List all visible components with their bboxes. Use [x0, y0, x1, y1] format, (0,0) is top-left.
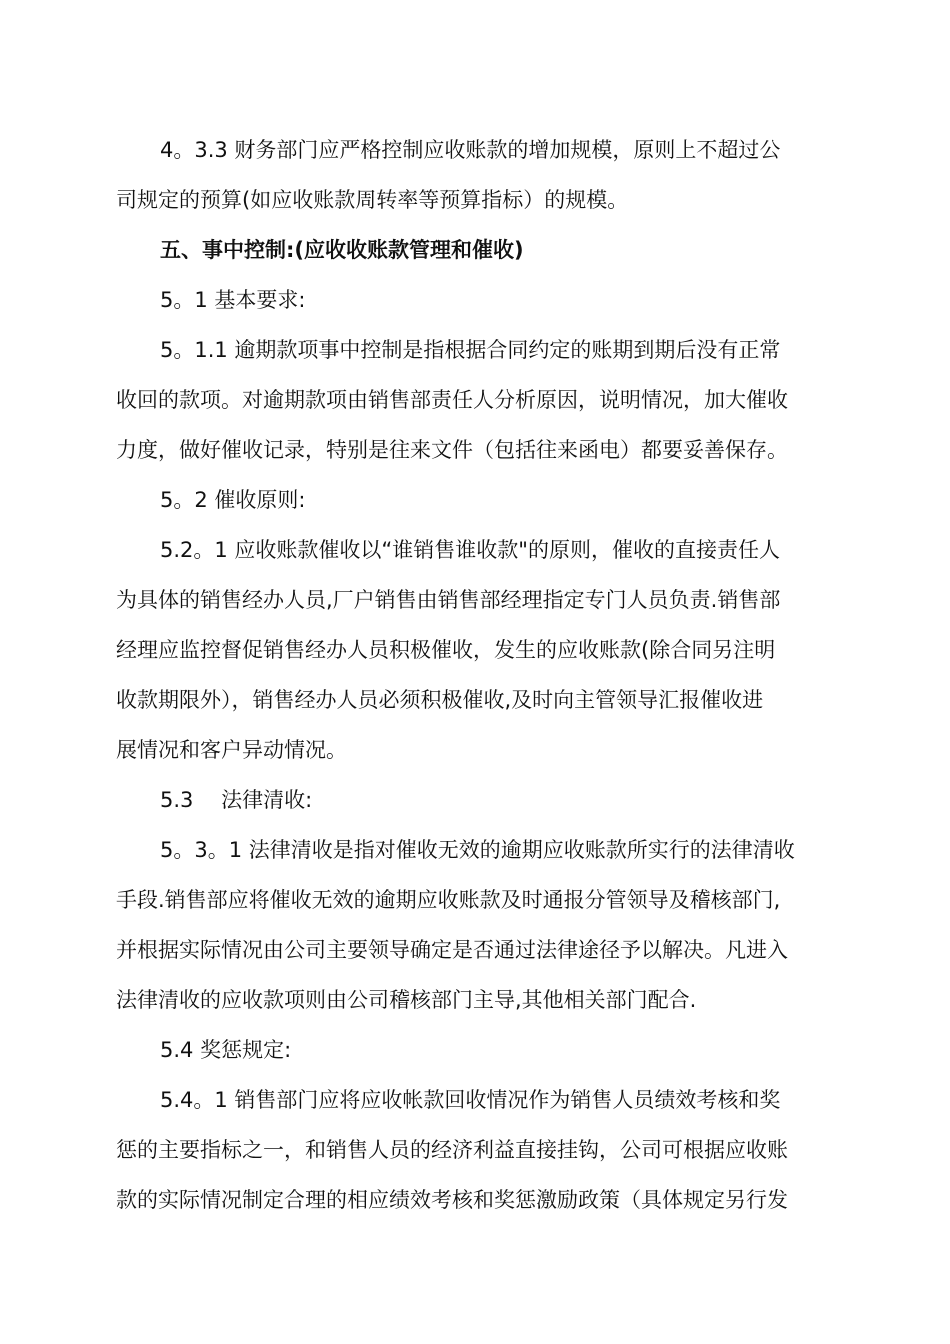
text-line: 5.2。1 应收账款催收以“谁销售谁收款"的原则，催收的直接责任人	[160, 538, 780, 562]
text-line: 惩的主要指标之一，和销售人员的经济利益直接挂钩，公司可根据应收账	[116, 1138, 788, 1162]
text-line: 并根据实际情况由公司主要领导确定是否通过法律途径予以解决。凡进入	[116, 938, 788, 962]
text-line: 手段.销售部应将催收无效的逾期应收账款及时通报分管领导及稽核部门,	[116, 888, 781, 912]
text-line: 为具体的销售经办人员,厂户销售由销售部经理指定专门人员负责.销售部	[116, 588, 781, 612]
text-line: 5.4。1 销售部门应将应收帐款回收情况作为销售人员绩效考核和奖	[160, 1088, 781, 1112]
text-line: 5.3 法律清收:	[160, 788, 313, 812]
text-line: 5。1.1 逾期款项事中控制是指根据合同约定的账期到期后没有正常	[160, 338, 781, 362]
heading-text: 五、事中控制:(应收收账款管理和催收)	[160, 238, 524, 262]
text-line: 5.4 奖惩规定:	[160, 1038, 292, 1062]
text-line: 法律清收的应收款项则由公司稽核部门主导,其他相关部门配合.	[116, 988, 697, 1012]
text-line: 收款期限外），销售经办人员必须积极催收,及时向主管领导汇报催收进	[116, 688, 764, 712]
text-line: 司规定的预算(如应收账款周转率等预算指标）的规模。	[116, 188, 629, 212]
text-line: 展情况和客户异动情况。	[116, 738, 347, 762]
text-line: 力度，做好催收记录，特别是往来文件（包括往来函电）都要妥善保存。	[116, 438, 788, 462]
text-line: 5。3。1 法律清收是指对催收无效的逾期应收账款所实行的法律清收	[160, 838, 795, 862]
text-line: 5。1 基本要求:	[160, 288, 306, 312]
text-line: 款的实际情况制定合理的相应绩效考核和奖惩激励政策（具体规定另行发	[116, 1188, 788, 1212]
text-line: 4。3.3 财务部门应严格控制应收账款的增加规模，原则上不超过公	[160, 138, 781, 162]
text-line: 收回的款项。对逾期款项由销售部责任人分析原因，说明情况，加大催收	[116, 388, 788, 412]
text-line: 经理应监控督促销售经办人员积极催收，发生的应收账款(除合同另注明	[116, 638, 776, 662]
text-line: 5。2 催收原则:	[160, 488, 306, 512]
